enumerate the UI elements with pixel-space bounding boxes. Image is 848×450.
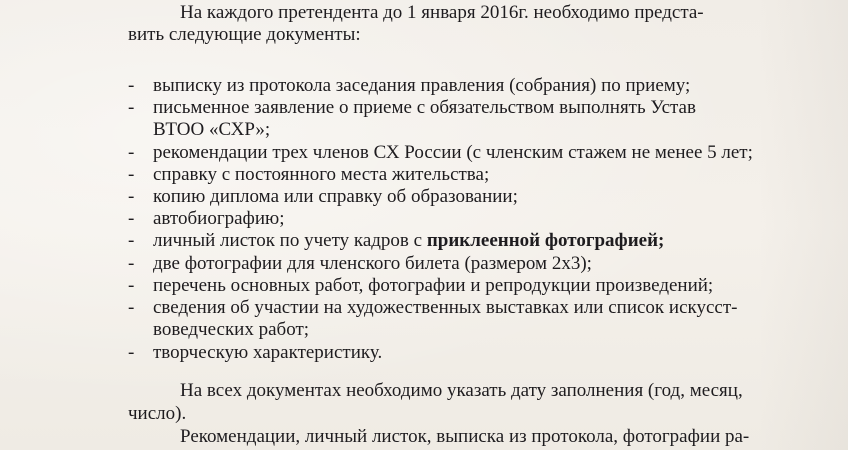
bullet-marker: - [128, 97, 135, 118]
bullet-marker: - [128, 142, 135, 163]
intro-line-1: На каждого претендента до 1 января 2016г. необходимо предста- [180, 2, 704, 23]
bullet-marker: - [128, 208, 135, 229]
list-item: рекомендации трех членов СХ России (с членским стажем не менее 5 лет; [153, 142, 753, 163]
bullet-marker: - [128, 342, 135, 363]
page-shadow [758, 0, 848, 450]
list-item: две фотографии для членского билета (размером 2х3); [153, 253, 592, 274]
bullet-marker: - [128, 230, 135, 251]
bullet-marker: - [128, 75, 135, 96]
list-item: перечень основных работ, фотографии и репродукции произведений; [153, 275, 714, 296]
bullet-marker: - [128, 164, 135, 185]
bullet-marker: - [128, 275, 135, 296]
bullet-marker: - [128, 253, 135, 274]
note-line-1: На всех документах необходимо указать дату заполнения (год, месяц, [180, 380, 743, 401]
list-item-continuation: воведческих работ; [153, 319, 310, 340]
list-item: сведения об участии на художественных выставках или список искусст- [153, 297, 738, 318]
note-line-2: число). [128, 403, 187, 424]
bullet-marker: - [128, 297, 135, 318]
list-item: выписку из протокола заседания правления (собрания) по приему; [153, 75, 691, 96]
intro-line-2: вить следующие документы: [128, 24, 361, 45]
list-item: копию диплома или справку об образовании; [153, 186, 518, 207]
list-item [153, 230, 664, 252]
list-item-continuation: ВТОО «СХР»; [153, 119, 271, 140]
last-line: Рекомендации, личный листок, выписка из протокола, фотографии ра- [180, 426, 750, 447]
list-item: справку с постоянного места жительства; [153, 164, 490, 185]
list-item-text: личный листок по учету кадров с [153, 230, 427, 251]
list-item: творческую характеристику. [153, 342, 383, 363]
list-item: письменное заявление о приеме с обязательством выполнять Устав [153, 97, 696, 118]
bullet-marker: - [128, 186, 135, 207]
list-item-bold-text: приклеенной фотографией; [426, 230, 665, 251]
list-item: автобиографию; [153, 208, 285, 229]
